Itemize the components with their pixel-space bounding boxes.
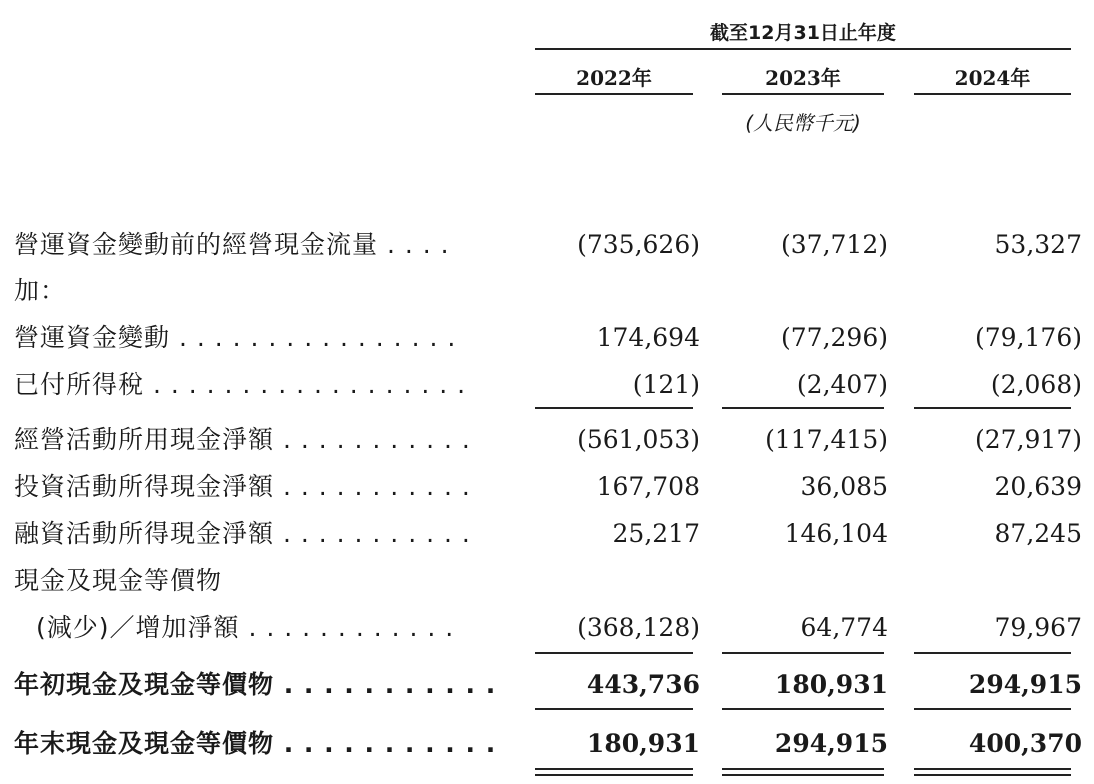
row-label: 融資活動所得現金淨額 . . . . . . . . . . . [14, 519, 471, 548]
row-label: (減少)／增加淨額 . . . . . . . . . . . . [36, 613, 455, 642]
value-2022: (121) [632, 370, 700, 399]
value-2024: 53,327 [994, 230, 1082, 259]
value-2024: 400,370 [968, 729, 1082, 758]
table-row [0, 608, 1094, 648]
unit-label: (人民幣千元) [745, 111, 861, 135]
opening-rule-2024 [914, 708, 1071, 710]
table-row [0, 420, 1094, 460]
net-change-rule-2024 [914, 652, 1071, 654]
total-double-rule-bottom-2023 [722, 774, 884, 776]
row-label: 加： [14, 276, 67, 305]
value-2023: 64,774 [800, 613, 888, 642]
value-2024: 20,639 [994, 472, 1082, 501]
total-double-rule-top-2024 [914, 768, 1071, 770]
table-row [0, 724, 1094, 764]
value-2023: 294,915 [774, 729, 888, 758]
row-label: 年初現金及現金等價物 . . . . . . . . . . . [14, 670, 497, 699]
value-2022: 25,217 [612, 519, 700, 548]
total-double-rule-bottom-2024 [914, 774, 1071, 776]
row-label: 年末現金及現金等價物 . . . . . . . . . . . [14, 729, 497, 758]
value-2023: (77,296) [781, 323, 888, 352]
subtotal-rule-2022 [535, 407, 693, 409]
year-header-2022: 2022年 [576, 66, 652, 90]
subtotal-rule-2024 [914, 407, 1071, 409]
table-row [0, 271, 1094, 311]
total-double-rule-top-2023 [722, 768, 884, 770]
value-2024: (2,068) [990, 370, 1082, 399]
value-2022: 443,736 [586, 670, 700, 699]
row-label: 現金及現金等價物 [14, 566, 223, 595]
table-row [0, 561, 1094, 601]
table-row [0, 665, 1094, 705]
year-rule-2022 [535, 93, 693, 95]
year-header-2023: 2023年 [765, 66, 841, 90]
value-2022: (561,053) [577, 425, 700, 454]
year-header-2024: 2024年 [954, 66, 1031, 90]
opening-rule-2023 [722, 708, 884, 710]
value-2022: (735,626) [577, 230, 700, 259]
value-2023: 36,085 [800, 472, 888, 501]
table-row [0, 318, 1094, 358]
opening-rule-2022 [535, 708, 693, 710]
row-label: 投資活動所得現金淨額 . . . . . . . . . . . [14, 472, 471, 501]
value-2023: 180,931 [774, 670, 888, 699]
value-2024: (79,176) [975, 323, 1082, 352]
year-rule-2023 [722, 93, 884, 95]
total-double-rule-top-2022 [535, 768, 693, 770]
value-2023: 146,104 [784, 519, 888, 548]
table-row [0, 467, 1094, 507]
value-2022: 174,694 [596, 323, 700, 352]
row-label: 營運資金變動前的經營現金流量 . . . . [14, 230, 450, 259]
period-header: 截至12月31日止年度 [710, 22, 896, 44]
value-2023: (2,407) [796, 370, 888, 399]
value-2022: (368,128) [577, 613, 700, 642]
total-double-rule-bottom-2022 [535, 774, 693, 776]
value-2023: (37,712) [781, 230, 888, 259]
value-2024: (27,917) [975, 425, 1082, 454]
net-change-rule-2023 [722, 652, 884, 654]
row-label: 營運資金變動 . . . . . . . . . . . . . . . . [14, 323, 457, 352]
table-row [0, 514, 1094, 554]
row-label: 已付所得稅 . . . . . . . . . . . . . . . . . . [14, 370, 467, 399]
table-row [0, 365, 1094, 405]
value-2024: 294,915 [968, 670, 1082, 699]
value-2024: 87,245 [994, 519, 1082, 548]
value-2023: (117,415) [765, 425, 888, 454]
subtotal-rule-2023 [722, 407, 884, 409]
row-label: 經營活動所用現金淨額 . . . . . . . . . . . [14, 425, 471, 454]
value-2024: 79,967 [994, 613, 1082, 642]
net-change-rule-2022 [535, 652, 693, 654]
table-row [0, 225, 1094, 265]
value-2022: 180,931 [586, 729, 700, 758]
year-rule-2024 [914, 93, 1071, 95]
value-2022: 167,708 [596, 472, 700, 501]
period-header-rule [535, 48, 1071, 50]
